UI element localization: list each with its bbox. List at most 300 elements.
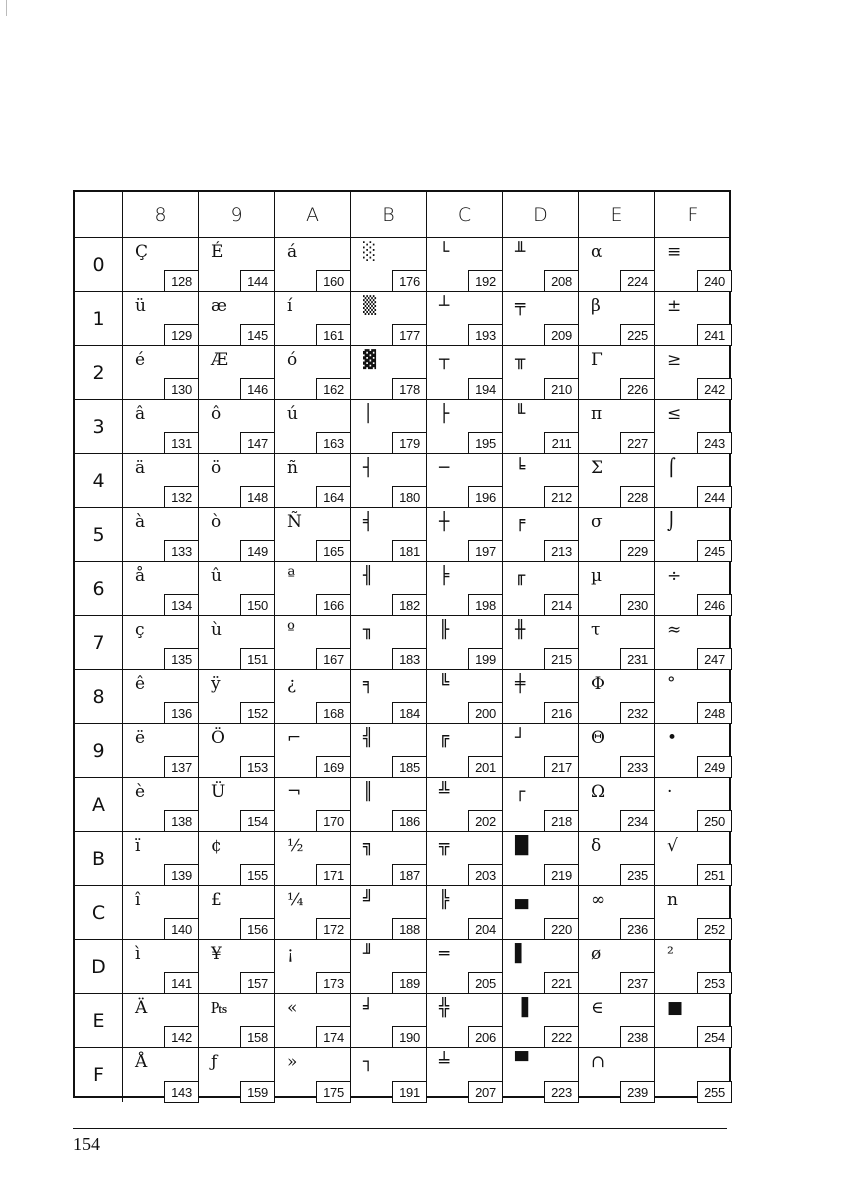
char-cell xyxy=(503,400,579,454)
char-cell xyxy=(275,886,351,940)
char-cell xyxy=(123,238,199,292)
char-code-box: 221 xyxy=(544,972,579,994)
char-glyph: ï xyxy=(135,836,141,856)
char-glyph: º xyxy=(287,620,295,640)
char-code-box: 153 xyxy=(240,756,275,778)
char-code-box: 140 xyxy=(164,918,199,940)
char-glyph: τ xyxy=(591,620,601,640)
char-cell xyxy=(351,346,427,400)
char-code-box: 215 xyxy=(544,648,579,670)
char-glyph: ╩ xyxy=(439,782,450,802)
char-glyph: ò xyxy=(211,512,222,532)
char-cell xyxy=(351,994,427,1048)
char-code-box: 144 xyxy=(240,270,275,292)
char-code-box: 142 xyxy=(164,1026,199,1048)
char-glyph: ╝ xyxy=(363,890,374,910)
char-glyph: ≤ xyxy=(667,404,682,424)
row-header: 4 xyxy=(75,454,123,508)
char-code-box: 131 xyxy=(164,432,199,454)
char-glyph: ┼ xyxy=(439,512,450,532)
char-cell xyxy=(123,508,199,562)
char-code-box: 200 xyxy=(468,702,503,724)
char-cell xyxy=(275,400,351,454)
char-glyph: Ö xyxy=(211,728,225,748)
char-cell xyxy=(579,994,655,1048)
char-cell xyxy=(503,508,579,562)
char-code-box: 138 xyxy=(164,810,199,832)
char-code-box: 151 xyxy=(240,648,275,670)
char-glyph: ÷ xyxy=(667,566,682,586)
char-glyph: à xyxy=(135,512,146,532)
char-code-box: 178 xyxy=(392,378,427,400)
char-cell xyxy=(351,1048,427,1102)
char-cell xyxy=(579,616,655,670)
char-cell xyxy=(579,886,655,940)
char-cell xyxy=(579,832,655,886)
char-glyph: é xyxy=(135,350,146,370)
char-cell xyxy=(351,562,427,616)
char-glyph: ù xyxy=(211,620,222,640)
char-glyph: ╥ xyxy=(515,350,526,370)
char-code-box: 180 xyxy=(392,486,427,508)
char-cell xyxy=(123,1048,199,1102)
char-glyph: æ xyxy=(211,296,227,316)
char-code-box: 179 xyxy=(392,432,427,454)
row-header: 0 xyxy=(75,238,123,292)
char-code-box: 241 xyxy=(697,324,732,346)
char-code-box: 171 xyxy=(316,864,351,886)
char-cell xyxy=(351,724,427,778)
char-code-box: 133 xyxy=(164,540,199,562)
char-cell xyxy=(275,778,351,832)
char-glyph: ∩ xyxy=(591,1052,606,1072)
char-glyph: ç xyxy=(135,620,145,640)
char-cell xyxy=(123,994,199,1048)
char-cell xyxy=(579,292,655,346)
char-glyph: ╒ xyxy=(515,512,526,532)
char-code-box: 195 xyxy=(468,432,503,454)
char-glyph: ╫ xyxy=(515,620,526,640)
char-glyph: ¥ xyxy=(211,944,222,964)
page-number: 154 xyxy=(73,1134,100,1154)
char-glyph: ┌ xyxy=(515,782,526,802)
char-glyph: ▒ xyxy=(363,296,377,316)
char-code-box: 172 xyxy=(316,918,351,940)
char-code-box: 225 xyxy=(620,324,655,346)
char-glyph: ë xyxy=(135,728,146,748)
char-glyph: ö xyxy=(211,458,222,478)
char-cell xyxy=(503,238,579,292)
char-glyph: Ü xyxy=(211,782,226,802)
char-glyph: Θ xyxy=(591,728,605,748)
char-code-box: 199 xyxy=(468,648,503,670)
char-cell xyxy=(275,940,351,994)
char-code-box: 193 xyxy=(468,324,503,346)
char-code-box: 209 xyxy=(544,324,579,346)
char-code-box: 176 xyxy=(392,270,427,292)
char-glyph: π xyxy=(591,404,603,424)
char-glyph: ╦ xyxy=(439,836,450,856)
char-cell xyxy=(427,508,503,562)
char-code-box: 244 xyxy=(697,486,732,508)
char-glyph: ô xyxy=(211,404,222,424)
char-glyph: β xyxy=(591,296,601,316)
char-glyph: █ xyxy=(515,836,529,856)
char-glyph: ∞ xyxy=(591,890,606,910)
column-header: 8 xyxy=(123,192,199,238)
char-glyph: ê xyxy=(135,674,146,694)
char-code-box: 213 xyxy=(544,540,579,562)
char-code-box: 249 xyxy=(697,756,732,778)
char-cell xyxy=(275,1048,351,1102)
char-glyph: ╤ xyxy=(515,296,526,316)
column-header: F xyxy=(655,192,731,238)
char-cell xyxy=(275,994,351,1048)
char-glyph: ╓ xyxy=(515,566,526,586)
char-code-box: 220 xyxy=(544,918,579,940)
char-code-box: 164 xyxy=(316,486,351,508)
char-code-box: 238 xyxy=(620,1026,655,1048)
char-code-box: 128 xyxy=(164,270,199,292)
char-code-box: 217 xyxy=(544,756,579,778)
char-glyph: ╔ xyxy=(439,728,450,748)
char-cell xyxy=(275,238,351,292)
char-cell xyxy=(655,346,731,400)
char-code-box: 222 xyxy=(544,1026,579,1048)
char-code-box: 236 xyxy=(620,918,655,940)
char-glyph: ▀ xyxy=(515,1052,529,1072)
row-header: 6 xyxy=(75,562,123,616)
char-cell xyxy=(123,454,199,508)
char-code-box: 229 xyxy=(620,540,655,562)
char-glyph: ┤ xyxy=(363,458,374,478)
char-cell xyxy=(655,886,731,940)
char-cell xyxy=(655,1048,731,1102)
char-glyph: ¬ xyxy=(287,782,302,802)
row-header: 7 xyxy=(75,616,123,670)
char-glyph: ╢ xyxy=(363,566,374,586)
char-code-box: 219 xyxy=(544,864,579,886)
char-cell xyxy=(579,400,655,454)
char-glyph: ⌡ xyxy=(667,512,676,532)
char-cell xyxy=(199,886,275,940)
char-cell xyxy=(199,562,275,616)
char-glyph: ¿ xyxy=(287,674,297,694)
char-glyph: â xyxy=(135,404,146,424)
char-cell xyxy=(351,670,427,724)
char-cell xyxy=(655,994,731,1048)
char-cell xyxy=(427,562,503,616)
char-glyph: √ xyxy=(667,836,678,856)
char-glyph: ø xyxy=(591,944,602,964)
char-glyph: Ä xyxy=(135,998,148,1018)
char-glyph: ⌐ xyxy=(287,728,302,748)
char-glyph: ∈ xyxy=(591,998,604,1018)
char-code-box: 240 xyxy=(697,270,732,292)
char-code-box: 207 xyxy=(468,1081,503,1103)
char-code-box: 163 xyxy=(316,432,351,454)
char-cell xyxy=(351,400,427,454)
char-cell xyxy=(275,454,351,508)
char-cell xyxy=(655,400,731,454)
char-cell xyxy=(199,238,275,292)
char-glyph: ² xyxy=(667,944,674,964)
char-glyph: ₧ xyxy=(211,998,228,1018)
char-glyph: ╛ xyxy=(363,998,374,1018)
char-cell xyxy=(427,454,503,508)
char-cell xyxy=(579,940,655,994)
char-glyph: ┘ xyxy=(515,728,526,748)
char-code-box: 191 xyxy=(392,1081,427,1103)
char-glyph: ú xyxy=(287,404,298,424)
char-glyph: ╜ xyxy=(363,944,374,964)
char-cell xyxy=(503,1048,579,1102)
char-glyph: ╡ xyxy=(363,512,374,532)
char-cell xyxy=(199,292,275,346)
char-code-box: 141 xyxy=(164,972,199,994)
char-cell xyxy=(427,292,503,346)
char-glyph: ì xyxy=(135,944,141,964)
char-code-box: 212 xyxy=(544,486,579,508)
char-glyph: ═ xyxy=(439,944,450,964)
table-corner xyxy=(75,192,123,238)
char-cell xyxy=(351,832,427,886)
column-header: A xyxy=(275,192,351,238)
char-code-box: 226 xyxy=(620,378,655,400)
char-glyph: ■ xyxy=(667,998,684,1018)
char-code-box: 143 xyxy=(164,1081,199,1103)
row-header: 5 xyxy=(75,508,123,562)
char-code-box: 210 xyxy=(544,378,579,400)
row-header: B xyxy=(75,832,123,886)
char-glyph: è xyxy=(135,782,146,802)
char-code-box: 255 xyxy=(697,1081,732,1103)
char-code-box: 234 xyxy=(620,810,655,832)
row-header: F xyxy=(75,1048,123,1102)
char-cell xyxy=(427,832,503,886)
char-cell xyxy=(655,292,731,346)
char-cell xyxy=(503,670,579,724)
char-cell xyxy=(579,1048,655,1102)
char-glyph: î xyxy=(135,890,141,910)
char-cell xyxy=(427,346,503,400)
char-cell xyxy=(351,940,427,994)
char-glyph: ╞ xyxy=(439,566,450,586)
char-code-box: 190 xyxy=(392,1026,427,1048)
char-cell xyxy=(123,778,199,832)
char-cell xyxy=(503,886,579,940)
char-code-box: 189 xyxy=(392,972,427,994)
char-cell xyxy=(427,400,503,454)
char-code-box: 201 xyxy=(468,756,503,778)
char-glyph: ┬ xyxy=(439,350,450,370)
char-code-box: 205 xyxy=(468,972,503,994)
char-glyph: ─ xyxy=(439,458,450,478)
char-code-box: 174 xyxy=(316,1026,351,1048)
char-glyph: ÿ xyxy=(211,674,221,694)
char-code-box: 203 xyxy=(468,864,503,886)
char-code-box: 135 xyxy=(164,648,199,670)
char-code-box: 187 xyxy=(392,864,427,886)
char-cell xyxy=(579,562,655,616)
char-cell xyxy=(275,724,351,778)
char-cell xyxy=(655,562,731,616)
char-cell xyxy=(351,454,427,508)
char-cell xyxy=(427,940,503,994)
char-code-box: 148 xyxy=(240,486,275,508)
char-cell xyxy=(123,832,199,886)
char-glyph: Ç xyxy=(135,242,149,262)
char-glyph: í xyxy=(287,296,293,316)
char-cell xyxy=(427,616,503,670)
char-code-box: 181 xyxy=(392,540,427,562)
char-code-box: 196 xyxy=(468,486,503,508)
column-header: E xyxy=(579,192,655,238)
char-glyph: ° xyxy=(667,674,676,694)
char-cell xyxy=(275,346,351,400)
char-cell xyxy=(427,994,503,1048)
char-cell xyxy=(351,238,427,292)
char-code-box: 247 xyxy=(697,648,732,670)
char-cell xyxy=(123,292,199,346)
char-cell xyxy=(199,454,275,508)
char-cell xyxy=(351,886,427,940)
char-glyph: ┐ xyxy=(363,1052,374,1072)
char-glyph: · xyxy=(667,782,673,802)
char-cell xyxy=(579,238,655,292)
char-cell xyxy=(199,400,275,454)
char-cell xyxy=(579,454,655,508)
char-glyph: « xyxy=(287,998,298,1018)
char-code-box: 208 xyxy=(544,270,579,292)
char-glyph: ╧ xyxy=(439,1052,450,1072)
char-cell xyxy=(123,562,199,616)
char-code-box: 139 xyxy=(164,864,199,886)
char-code-box: 177 xyxy=(392,324,427,346)
char-cell xyxy=(427,778,503,832)
char-cell xyxy=(503,724,579,778)
char-code-box: 156 xyxy=(240,918,275,940)
char-cell xyxy=(199,1048,275,1102)
char-glyph: ▐ xyxy=(515,998,529,1018)
char-code-box: 154 xyxy=(240,810,275,832)
char-cell xyxy=(199,778,275,832)
margin-mark xyxy=(6,0,7,16)
char-code-box: 224 xyxy=(620,270,655,292)
char-code-box: 159 xyxy=(240,1081,275,1103)
char-cell xyxy=(655,238,731,292)
char-code-box: 246 xyxy=(697,594,732,616)
row-header: 1 xyxy=(75,292,123,346)
char-glyph: Σ xyxy=(591,458,604,478)
char-cell xyxy=(351,508,427,562)
char-glyph: û xyxy=(211,566,222,586)
char-cell xyxy=(655,454,731,508)
char-cell xyxy=(503,832,579,886)
char-cell xyxy=(655,778,731,832)
char-code-box: 166 xyxy=(316,594,351,616)
char-glyph: µ xyxy=(591,566,603,586)
char-code-box: 157 xyxy=(240,972,275,994)
char-code-box: 150 xyxy=(240,594,275,616)
char-code-box: 251 xyxy=(697,864,732,886)
char-cell xyxy=(199,994,275,1048)
char-cell xyxy=(427,1048,503,1102)
row-header: 8 xyxy=(75,670,123,724)
char-code-box: 214 xyxy=(544,594,579,616)
char-cell xyxy=(579,670,655,724)
char-glyph: É xyxy=(211,242,224,262)
char-code-box: 170 xyxy=(316,810,351,832)
char-cell xyxy=(199,832,275,886)
char-glyph: • xyxy=(667,728,678,748)
char-glyph: Æ xyxy=(211,350,229,370)
char-cell xyxy=(503,454,579,508)
char-glyph: ≈ xyxy=(667,620,682,640)
char-glyph: ╠ xyxy=(439,890,450,910)
char-glyph: ╗ xyxy=(363,836,374,856)
char-cell xyxy=(427,724,503,778)
char-code-box: 137 xyxy=(164,756,199,778)
char-cell xyxy=(579,346,655,400)
char-glyph: Φ xyxy=(591,674,605,694)
char-glyph: ╚ xyxy=(439,674,450,694)
char-glyph: ╬ xyxy=(439,998,450,1018)
char-glyph: ñ xyxy=(287,458,298,478)
char-cell xyxy=(427,670,503,724)
char-cell xyxy=(655,670,731,724)
char-glyph: Å xyxy=(135,1052,148,1072)
char-glyph: n xyxy=(667,890,678,910)
char-glyph: ├ xyxy=(439,404,450,424)
char-code-box: 194 xyxy=(468,378,503,400)
char-code-box: 204 xyxy=(468,918,503,940)
char-cell xyxy=(351,778,427,832)
char-code-box: 218 xyxy=(544,810,579,832)
column-header: 9 xyxy=(199,192,275,238)
char-code-box: 245 xyxy=(697,540,732,562)
char-cell xyxy=(503,994,579,1048)
char-cell xyxy=(123,886,199,940)
char-cell xyxy=(427,238,503,292)
char-glyph: ░ xyxy=(363,242,377,262)
char-code-box: 228 xyxy=(620,486,655,508)
char-cell xyxy=(427,886,503,940)
char-code-box: 162 xyxy=(316,378,351,400)
char-cell xyxy=(275,292,351,346)
char-cell xyxy=(503,778,579,832)
char-cell xyxy=(351,616,427,670)
char-code-box: 198 xyxy=(468,594,503,616)
char-code-box: 149 xyxy=(240,540,275,562)
char-glyph: ▄ xyxy=(515,890,529,910)
char-code-box: 248 xyxy=(697,702,732,724)
column-header: C xyxy=(427,192,503,238)
char-cell xyxy=(655,616,731,670)
char-glyph: ▓ xyxy=(363,350,377,370)
char-cell xyxy=(123,400,199,454)
row-header: C xyxy=(75,886,123,940)
char-cell xyxy=(199,724,275,778)
char-code-box: 175 xyxy=(316,1081,351,1103)
char-glyph: £ xyxy=(211,890,222,910)
char-glyph: ╪ xyxy=(515,674,526,694)
char-cell xyxy=(579,508,655,562)
row-header: D xyxy=(75,940,123,994)
char-cell xyxy=(655,508,731,562)
char-code-box: 202 xyxy=(468,810,503,832)
char-code-box: 227 xyxy=(620,432,655,454)
